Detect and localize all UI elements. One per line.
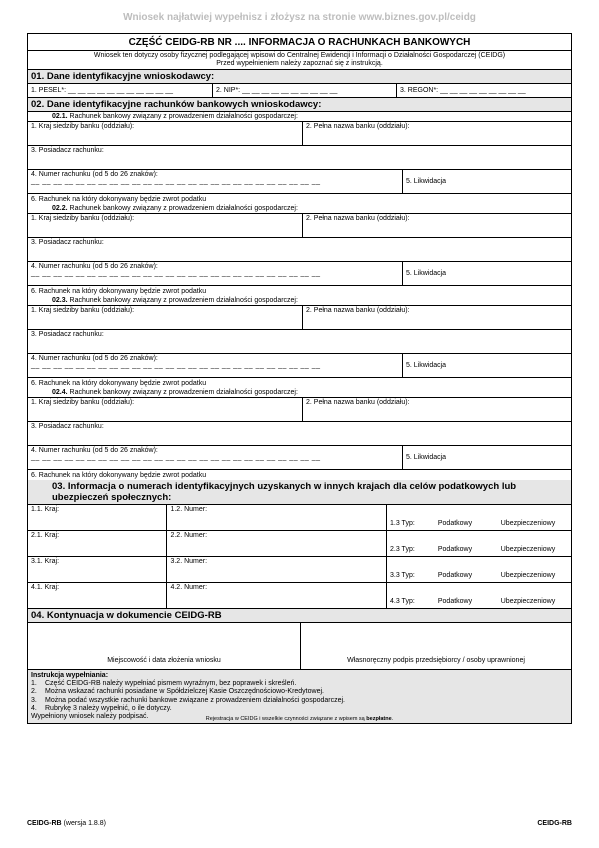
- regon-field[interactable]: 3. REGON*: __ __ __ __ __ __ __ __ __: [396, 84, 571, 97]
- footer-form-id-right: CEIDG-RB: [537, 820, 572, 827]
- foreign-type-field[interactable]: 4.3 Typ: Podatkowy Ubezpieczeniowy: [386, 583, 571, 608]
- foreign-id-row-2: [28, 531, 571, 557]
- nip-field[interactable]: 2. NIP*: __ __ __ __ __ __ __ __ __ __: [212, 84, 396, 97]
- refund-field[interactable]: 6. Rachunek na który dokonywany będzie zwrot podatku: [31, 380, 207, 387]
- pesel-field[interactable]: 1. PESEL*: __ __ __ __ __ __ __ __ __ __ __: [31, 87, 174, 94]
- signature-field[interactable]: Własnoręczny podpis przedsiębiorcy / osoby uprawnionej: [300, 623, 571, 669]
- type-insurance-option[interactable]: Ubezpieczeniowy: [500, 520, 556, 527]
- foreign-type-field[interactable]: 2.3 Typ: Podatkowy Ubezpieczeniowy: [386, 531, 571, 556]
- instruction-item: 1. Część CEIDG-RB należy wypełniać pismem wyraźnym, bez poprawek i skreśleń.: [31, 680, 297, 688]
- type-insurance-option[interactable]: Ubezpieczeniowy: [500, 598, 556, 605]
- account-number-field[interactable]: 4. Numer rachunku (od 5 do 26 znaków): __ __ __ __ __ __ __ __ __ __ __ __ __ __ __ __ __ __ __ __ __ __ __ __ __ __: [31, 171, 321, 185]
- instruction-item: 2. Można wskazać rachunki posiadane w Spółdzielczej Kasie Oszczędnościowo-Kredytowej.: [31, 688, 324, 696]
- account-holder-field[interactable]: 3. Posiadacz rachunku:: [31, 331, 104, 338]
- account-block-3: [28, 296, 571, 388]
- bank-country-field[interactable]: 1. Kraj siedziby banku (oddziału):: [31, 307, 135, 314]
- liquidation-field[interactable]: 5. Likwidacja: [402, 354, 571, 377]
- instructions-heading: Instrukcja wypełniania:: [31, 672, 109, 679]
- liquidation-field[interactable]: 5. Likwidacja: [402, 170, 571, 193]
- section-04-heading: 04. Kontynuacja w dokumencie CEIDG-RB: [28, 609, 571, 622]
- form-title: CZĘŚĆ CEIDG-RB NR .... INFORMACJA O RACHUNKACH BANKOWYCH: [28, 34, 571, 51]
- foreign-number-field[interactable]: 2.2. Numer:: [166, 531, 386, 556]
- liquidation-field[interactable]: 5. Likwidacja: [402, 446, 571, 469]
- type-insurance-option[interactable]: Ubezpieczeniowy: [500, 546, 556, 553]
- instruction-item: 4. Rubrykę 3 należy wypełnić, o ile dotyczy.: [31, 704, 172, 712]
- form-intro: [28, 51, 571, 70]
- intro-line-2: Przed wypełnieniem należy zapoznać się z instrukcją.: [216, 60, 383, 67]
- foreign-number-field[interactable]: 4.2. Numer:: [166, 583, 386, 608]
- account-block-4: [28, 388, 571, 480]
- foreign-id-row-3: [28, 557, 571, 583]
- foreign-country-field[interactable]: 3.1. Kraj:: [31, 558, 60, 565]
- intro-line-1: Wniosek ten dotyczy osoby fizycznej podlegającej wpisowi do Centralnej Ewidencji i Informacji o Działalności Gospodarczej (CEIDG): [93, 52, 506, 59]
- account-subheading: 02.4. Rachunek bankowy związany z prowadzeniem działalności gospodarczej:: [52, 389, 298, 396]
- footer-form-id: CEIDG-RB (wersja 1.8.8): [27, 820, 106, 827]
- bank-country-field[interactable]: 1. Kraj siedziby banku (oddziału):: [31, 215, 135, 222]
- section-03-heading: 03. Informacja o numerach identyfikacyjnych uzyskanych w innych krajach dla celów podatkowych lub ubezpieczeń społecznych:: [28, 480, 571, 504]
- account-number-field[interactable]: 4. Numer rachunku (od 5 do 26 znaków): __ __ __ __ __ __ __ __ __ __ __ __ __ __ __ __ __ __ __ __ __ __ __ __ __ __: [31, 355, 321, 369]
- instruction-item: 3. Można podać wszystkie rachunki bankowe związane z prowadzeniem działalności gospodarczej.: [31, 696, 345, 704]
- type-tax-option[interactable]: Podatkowy: [437, 546, 473, 553]
- foreign-id-row-4: [28, 583, 571, 609]
- bank-country-field[interactable]: 1. Kraj siedziby banku (oddziału):: [31, 123, 135, 130]
- account-number-field[interactable]: 4. Numer rachunku (od 5 do 26 znaków): __ __ __ __ __ __ __ __ __ __ __ __ __ __ __ __ __ __ __ __ __ __ __ __ __ __: [31, 447, 321, 461]
- bank-name-field[interactable]: 2. Pełna nazwa banku (oddziału):: [302, 306, 571, 329]
- foreign-number-field[interactable]: 3.2. Numer:: [166, 557, 386, 582]
- section-01-heading: 01. Dane identyfikacyjne wnioskodawcy:: [28, 70, 571, 83]
- account-subheading: 02.1. Rachunek bankowy związany z prowadzeniem działalności gospodarczej:: [52, 113, 298, 120]
- bank-name-field[interactable]: 2. Pełna nazwa banku (oddziału):: [302, 398, 571, 421]
- account-block-1: [28, 112, 571, 204]
- bank-country-field[interactable]: 1. Kraj siedziby banku (oddziału):: [31, 399, 135, 406]
- account-subheading: 02.2. Rachunek bankowy związany z prowadzeniem działalności gospodarczej:: [52, 205, 298, 212]
- refund-field[interactable]: 6. Rachunek na który dokonywany będzie zwrot podatku: [31, 288, 207, 295]
- foreign-type-field[interactable]: 1.3 Typ: Podatkowy Ubezpieczeniowy: [386, 505, 571, 530]
- account-subheading: 02.3. Rachunek bankowy związany z prowadzeniem działalności gospodarczej:: [52, 297, 298, 304]
- top-note: Wniosek najłatwiej wypełnisz i złożysz na stronie www.biznes.gov.pl/ceidg: [123, 12, 476, 23]
- foreign-id-row-1: [28, 505, 571, 531]
- foreign-number-field[interactable]: 1.2. Numer:: [166, 505, 386, 530]
- account-holder-field[interactable]: 3. Posiadacz rachunku:: [31, 147, 104, 154]
- section-02-heading: 02. Dane identyfikacyjne rachunków bankowych wnioskodawcy:: [28, 98, 571, 111]
- foreign-type-field[interactable]: 3.3 Typ: Podatkowy Ubezpieczeniowy: [386, 557, 571, 582]
- account-block-2: [28, 204, 571, 296]
- refund-field[interactable]: 6. Rachunek na który dokonywany będzie zwrot podatku: [31, 196, 207, 203]
- type-tax-option[interactable]: Podatkowy: [437, 598, 473, 605]
- foreign-country-field[interactable]: 4.1. Kraj:: [31, 584, 60, 591]
- footnote: Rejestracja w CEIDG i wszelkie czynności związane z wpisem są bezpłatne.: [205, 716, 394, 722]
- account-holder-field[interactable]: 3. Posiadacz rachunku:: [31, 423, 104, 430]
- type-tax-option[interactable]: Podatkowy: [437, 520, 473, 527]
- bank-name-field[interactable]: 2. Pełna nazwa banku (oddziału):: [302, 122, 571, 145]
- refund-field[interactable]: 6. Rachunek na który dokonywany będzie zwrot podatku: [31, 472, 207, 479]
- bank-name-field[interactable]: 2. Pełna nazwa banku (oddziału):: [302, 214, 571, 237]
- instructions-closing: Wypełniony wniosek należy podpisać.: [31, 713, 149, 721]
- form: [27, 33, 572, 724]
- account-holder-field[interactable]: 3. Posiadacz rachunku:: [31, 239, 104, 246]
- type-tax-option[interactable]: Podatkowy: [437, 572, 473, 579]
- place-date-field[interactable]: Miejscowość i data złożenia wniosku: [107, 657, 221, 664]
- type-insurance-option[interactable]: Ubezpieczeniowy: [500, 572, 556, 579]
- account-number-field[interactable]: 4. Numer rachunku (od 5 do 26 znaków): __ __ __ __ __ __ __ __ __ __ __ __ __ __ __ __ __ __ __ __ __ __ __ __ __ __: [31, 263, 321, 277]
- liquidation-field[interactable]: 5. Likwidacja: [402, 262, 571, 285]
- foreign-country-field[interactable]: 1.1. Kraj:: [31, 506, 60, 513]
- foreign-country-field[interactable]: 2.1. Kraj:: [31, 532, 60, 539]
